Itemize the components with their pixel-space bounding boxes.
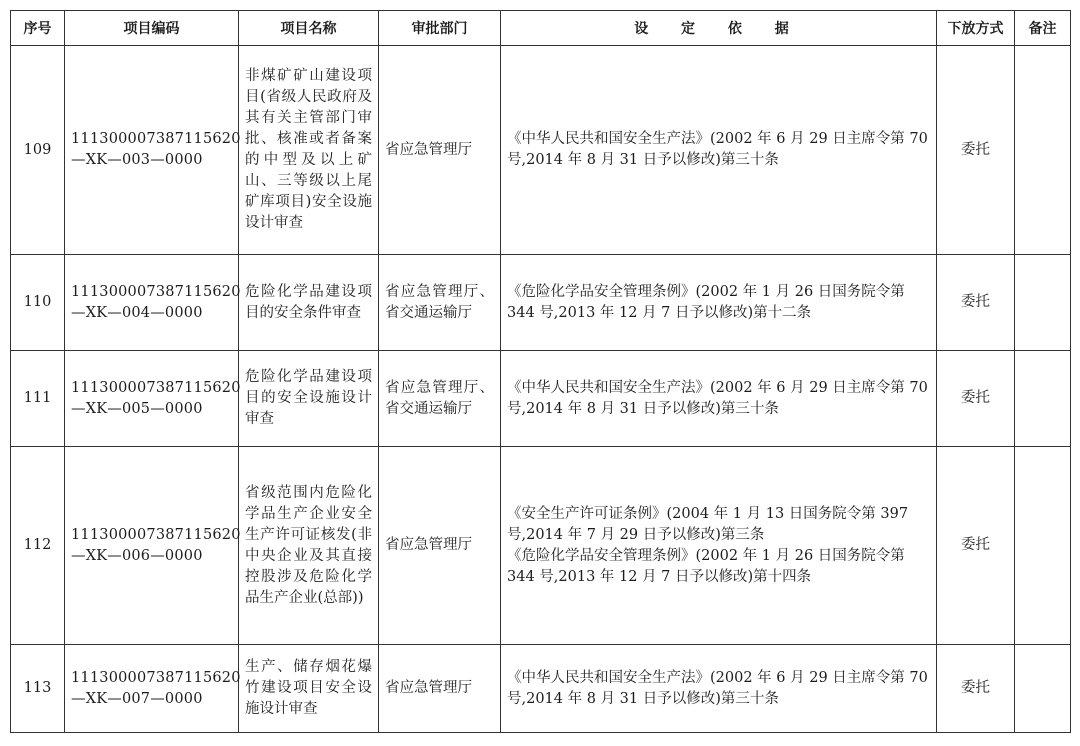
cell-basis	[501, 645, 937, 733]
cell-basis	[501, 351, 937, 447]
header-remark: 备注	[1015, 11, 1071, 46]
cell-code: 111300007387115620 —XK—005—0000	[65, 351, 239, 447]
cell-mode: 委托	[937, 645, 1015, 733]
approval-items-table	[10, 10, 1071, 733]
cell-basis	[501, 255, 937, 351]
cell-basis	[501, 46, 937, 255]
cell-mode: 委托	[937, 46, 1015, 255]
header-dept: 审批部门	[379, 11, 501, 46]
table-row	[11, 447, 1071, 645]
cell-remark	[1015, 255, 1071, 351]
cell-mode: 委托	[937, 255, 1015, 351]
basis-clause: 《危险化学品安全管理条例》(2002 年 1 月 26 日国务院令第 344 号,2013 年 12 月 7 日予以修改)第十四条	[507, 547, 905, 585]
header-seq: 序号	[11, 11, 65, 46]
cell-code: 111300007387115620 —XK—006—0000	[65, 447, 239, 645]
table-row	[11, 255, 1071, 351]
cell-dept: 省应急管理厅	[379, 447, 501, 645]
cell-dept: 省应急管理厅、省交通运输厅	[379, 255, 501, 351]
cell-remark	[1015, 46, 1071, 255]
basis-clause: 《中华人民共和国安全生产法》(2002 年 6 月 29 日主席令第 70 号,2014 年 8 月 31 日予以修改)第三十条	[507, 131, 928, 168]
cell-seq: 109	[11, 46, 65, 255]
basis-clause: 《危险化学品安全管理条例》(2002 年 1 月 26 日国务院令第 344 号,2013 年 12 月 7 日予以修改)第十二条	[507, 283, 905, 321]
cell-remark	[1015, 645, 1071, 733]
cell-mode: 委托	[937, 447, 1015, 645]
cell-name: 省级范围内危险化学品生产企业安全生产许可证核发(非中央企业及其直接控股涉及危险化学品生产企业(总部))	[239, 447, 379, 645]
cell-dept: 省应急管理厅	[379, 46, 501, 255]
header-mode: 下放方式	[937, 11, 1015, 46]
table-row	[11, 46, 1071, 255]
cell-dept: 省应急管理厅	[379, 645, 501, 733]
cell-code: 111300007387115620 —XK—007—0000	[65, 645, 239, 733]
cell-code: 111300007387115620 —XK—003—0000	[65, 46, 239, 255]
cell-seq: 111	[11, 351, 65, 447]
cell-name: 非煤矿矿山建设项目(省级人民政府及其有关主管部门审批、核准或者备案的中型及以上矿山、三等级以上尾矿库项目)安全设施设计审查	[239, 46, 379, 255]
cell-seq: 113	[11, 645, 65, 733]
cell-name: 生产、储存烟花爆竹建设项目安全设施设计审查	[239, 645, 379, 733]
header-code: 项目编码	[65, 11, 239, 46]
table-row	[11, 351, 1071, 447]
header-row	[11, 11, 1071, 46]
basis-clause: 《安全生产许可证条例》(2004 年 1 月 13 日国务院令第 397 号,2014 年 7 月 29 日予以修改)第三条	[507, 505, 909, 543]
cell-remark	[1015, 447, 1071, 645]
table-row	[11, 645, 1071, 733]
cell-mode: 委托	[937, 351, 1015, 447]
cell-seq: 110	[11, 255, 65, 351]
cell-dept: 省应急管理厅、省交通运输厅	[379, 351, 501, 447]
cell-code: 111300007387115620 —XK—004—0000	[65, 255, 239, 351]
basis-clause: 《中华人民共和国安全生产法》(2002 年 6 月 29 日主席令第 70 号,2014 年 8 月 31 日予以修改)第三十条	[507, 379, 928, 417]
header-basis: 设 定 依 据	[501, 11, 937, 46]
cell-name: 危险化学品建设项目的安全条件审查	[239, 255, 379, 351]
basis-clause: 《中华人民共和国安全生产法》(2002 年 6 月 29 日主席令第 70 号,2014 年 8 月 31 日予以修改)第三十条	[507, 669, 928, 707]
cell-basis	[501, 447, 937, 645]
cell-name: 危险化学品建设项目的安全设施设计审查	[239, 351, 379, 447]
header-name: 项目名称	[239, 11, 379, 46]
cell-seq: 112	[11, 447, 65, 645]
cell-remark	[1015, 351, 1071, 447]
